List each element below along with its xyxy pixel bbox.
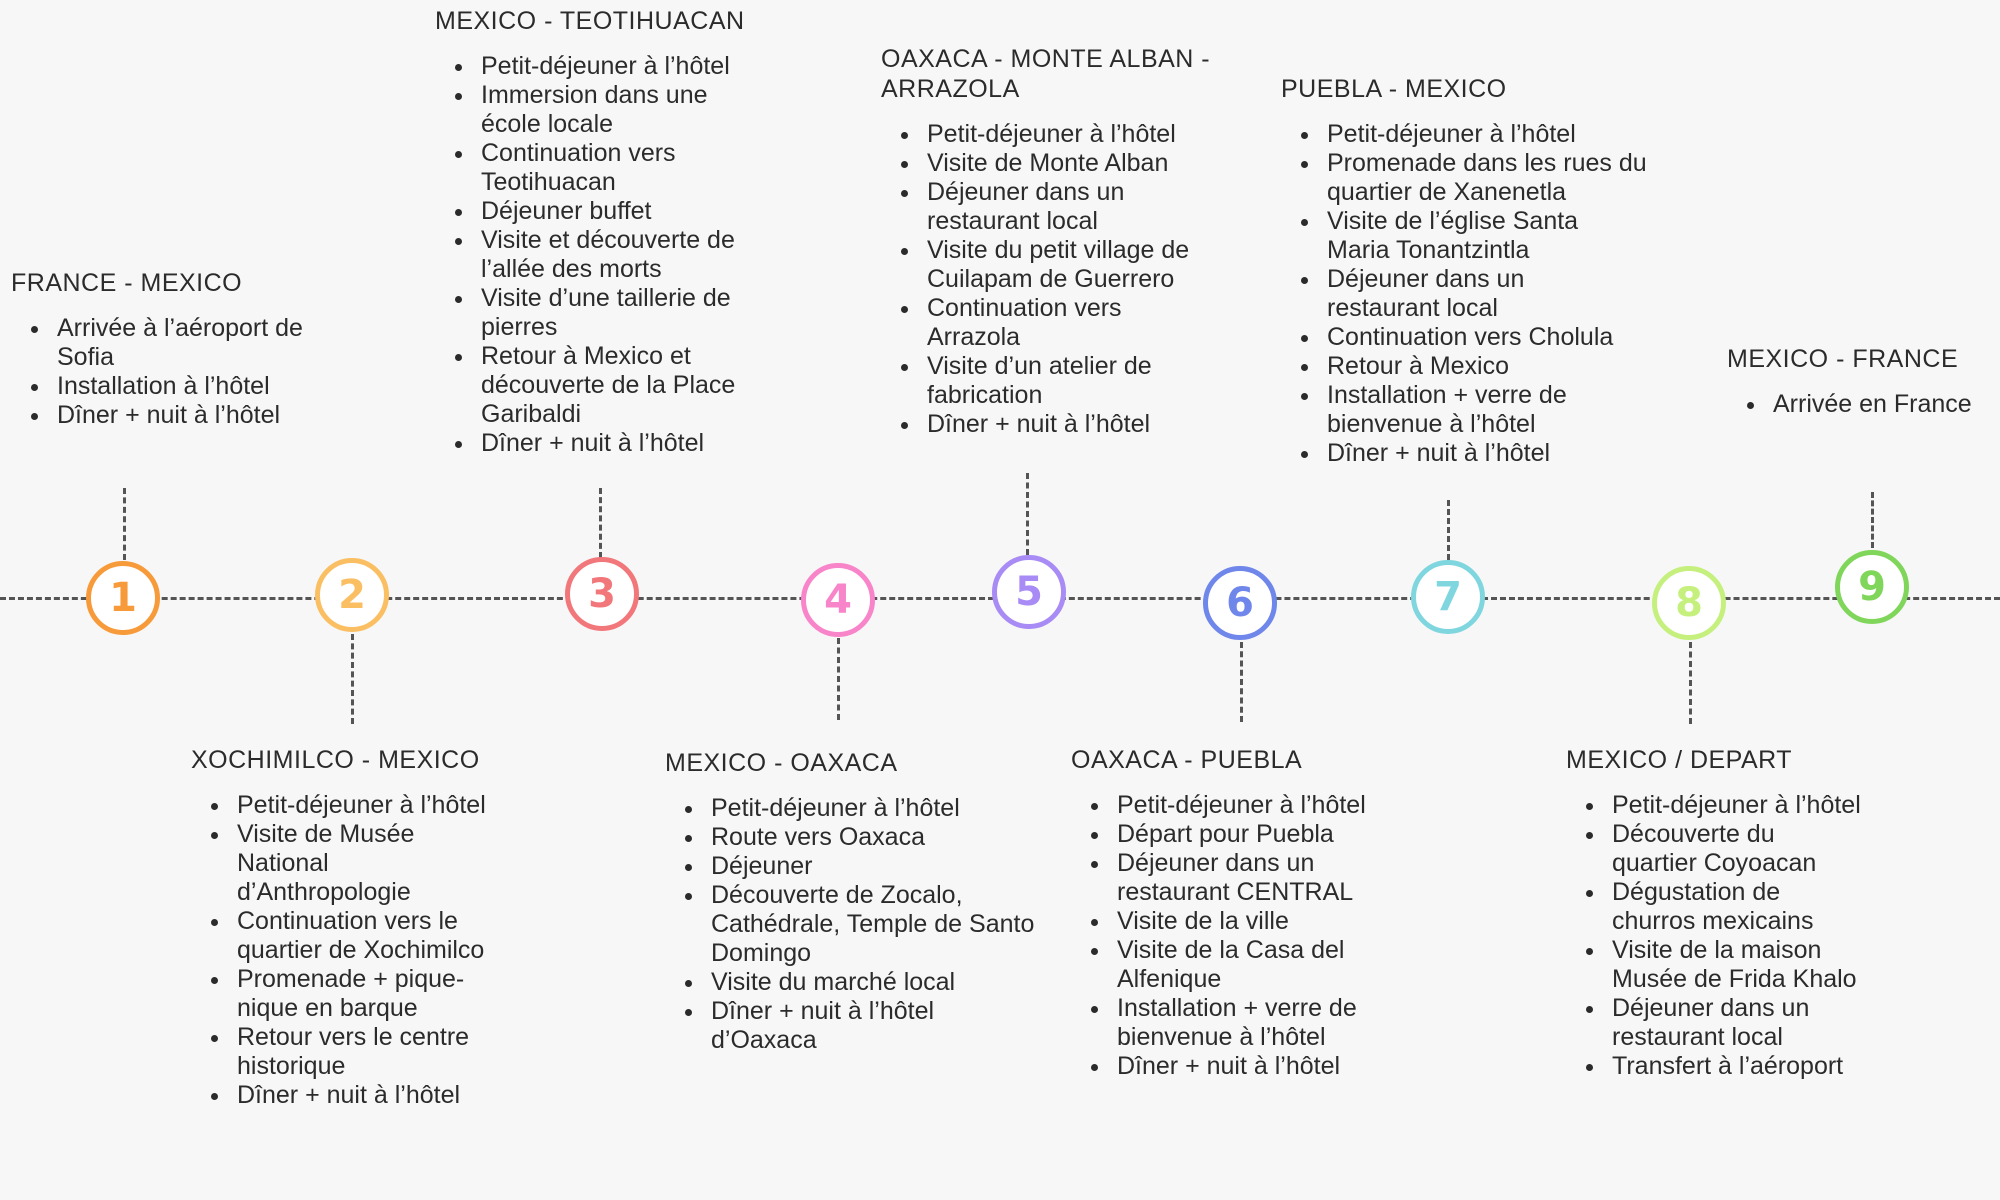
day-6-title: OAXACA - PUEBLA (1071, 746, 1303, 774)
connector-5 (1026, 473, 1029, 555)
step-number-1: 1 (109, 575, 137, 621)
day-1-title: FRANCE - MEXICO (11, 269, 243, 297)
step-number-5: 5 (1015, 569, 1043, 615)
day-6-block (1071, 745, 1411, 1081)
activity-item: Visite d’une taillerie de pierres (435, 284, 781, 342)
day-9-block (1727, 344, 1995, 419)
activity-item: Découverte du quartier Coyoacan (1566, 820, 1862, 878)
step-node-5 (992, 555, 1066, 629)
activity-item: Départ pour Puebla (1071, 820, 1411, 849)
day-7-activities (1281, 120, 1651, 468)
activity-item: Déjeuner buffet (435, 197, 775, 226)
activity-item: Petit-déjeuner à l’hôtel (1071, 791, 1411, 820)
day-4-block (665, 748, 1035, 1055)
day-2-activities (191, 791, 531, 1110)
day-8-block (1566, 745, 1896, 1081)
step-number-4: 4 (824, 577, 852, 623)
activity-item: Visite du petit village de Cuilapam de Guerrero (881, 236, 1247, 294)
step-node-6 (1203, 566, 1277, 640)
step-number-6: 6 (1226, 580, 1254, 626)
step-number-8: 8 (1675, 580, 1703, 626)
activity-item: Dîner + nuit à l’hôtel (11, 401, 341, 430)
activity-item: Immersion dans une école locale (435, 81, 751, 139)
activity-item: Visite de l’église Santa Maria Tonantzintla (1281, 207, 1627, 265)
step-node-9 (1835, 550, 1909, 624)
day-8-activities (1566, 791, 1896, 1081)
activity-item: Installation à l’hôtel (11, 372, 341, 401)
connector-1 (123, 488, 126, 560)
day-2-block (191, 745, 531, 1110)
activity-item: Dîner + nuit à l’hôtel (1071, 1052, 1411, 1081)
day-1-block (11, 268, 341, 430)
activity-item: Retour à Mexico et découverte de la Place Garibaldi (435, 342, 811, 429)
day-5-block (881, 44, 1241, 439)
connector-9 (1871, 492, 1874, 548)
activity-item: Dégustation de churros mexicains (1566, 878, 1862, 936)
step-node-8 (1652, 566, 1726, 640)
activity-item: Dîner + nuit à l’hôtel (435, 429, 775, 458)
day-5-title: OAXACA - MONTE ALBAN - ARRAZOLA (881, 45, 1211, 103)
activity-item: Découverte de Zocalo, Cathédrale, Temple de Santo Domingo (665, 881, 1041, 968)
connector-4 (837, 638, 840, 720)
activity-item: Installation + verre de bienvenue à l’hôtel (1071, 994, 1407, 1052)
activity-item: Promenade + pique-nique en barque (191, 965, 497, 1023)
activity-item: Continuation vers Teotihuacan (435, 139, 741, 197)
activity-item: Retour à Mexico (1281, 352, 1651, 381)
activity-item: Visite et découverte de l’allée des morts (435, 226, 791, 284)
connector-2 (351, 634, 354, 724)
day-4-title: MEXICO - OAXACA (665, 749, 898, 777)
step-node-7 (1411, 560, 1485, 634)
activity-item: Arrivée à l’aéroport de Sofia (11, 314, 341, 372)
activity-item: Déjeuner dans un restaurant local (1281, 265, 1597, 323)
day-6-activities (1071, 791, 1411, 1081)
activity-item: Continuation vers le quartier de Xochimilco (191, 907, 531, 965)
activity-item: Petit-déjeuner à l’hôtel (1281, 120, 1651, 149)
activity-item: Promenade dans les rues du quartier de Xanenetla (1281, 149, 1667, 207)
activity-item: Petit-déjeuner à l’hôtel (665, 794, 1005, 823)
activity-item: Visite du marché local (665, 968, 1005, 997)
activity-item: Déjeuner dans un restaurant local (1566, 994, 1882, 1052)
activity-item: Déjeuner dans un restaurant local (881, 178, 1197, 236)
step-node-3 (565, 557, 639, 631)
step-node-2 (315, 558, 389, 632)
activity-item: Dîner + nuit à l’hôtel (1281, 439, 1651, 468)
connector-8 (1689, 642, 1692, 724)
step-number-7: 7 (1434, 574, 1462, 620)
day-3-activities (435, 52, 775, 458)
activity-item: Dîner + nuit à l’hôtel (191, 1081, 531, 1110)
day-4-activities (665, 794, 1035, 1055)
activity-item: Visite de la maison Musée de Frida Khalo (1566, 936, 1902, 994)
activity-item: Installation + verre de bienvenue à l’hôtel (1281, 381, 1617, 439)
day-2-title: XOCHIMILCO - MEXICO (191, 746, 480, 774)
day-3-title: MEXICO - TEOTIHUACAN (435, 7, 745, 35)
activity-item: Petit-déjeuner à l’hôtel (881, 120, 1241, 149)
step-number-9: 9 (1858, 564, 1886, 610)
activity-item: Déjeuner dans un restaurant CENTRAL (1071, 849, 1407, 907)
day-7-block (1281, 74, 1651, 468)
activity-item: Retour vers le centre historique (191, 1023, 527, 1081)
activity-item: Visite de Monte Alban (881, 149, 1241, 178)
activity-item: Petit-déjeuner à l’hôtel (1566, 791, 1896, 820)
activity-item: Petit-déjeuner à l’hôtel (435, 52, 775, 81)
activity-item: Visite de Musée National d’Anthropologie (191, 820, 437, 907)
day-9-title: MEXICO - FRANCE (1727, 345, 1959, 373)
step-number-3: 3 (588, 571, 616, 617)
step-node-1 (86, 561, 160, 635)
activity-item: Dîner + nuit à l’hôtel (881, 410, 1241, 439)
day-1-activities (11, 314, 341, 430)
step-number-2: 2 (338, 572, 366, 618)
day-7-title: PUEBLA - MEXICO (1281, 75, 1507, 103)
day-3-block (435, 6, 775, 458)
day-9-activities (1727, 390, 1995, 419)
activity-item: Continuation vers Cholula (1281, 323, 1651, 352)
activity-item: Dîner + nuit à l’hôtel d’Oaxaca (665, 997, 1011, 1055)
connector-6 (1240, 642, 1243, 722)
activity-item: Déjeuner (665, 852, 1005, 881)
day-8-title: MEXICO / DEPART (1566, 746, 1793, 774)
step-node-4 (801, 563, 875, 637)
activity-item: Route vers Oaxaca (665, 823, 1005, 852)
activity-item: Visite d’un atelier de fabrication (881, 352, 1207, 410)
activity-item: Visite de la ville (1071, 907, 1411, 936)
connector-7 (1447, 500, 1450, 560)
activity-item: Continuation vers Arrazola (881, 294, 1187, 352)
activity-item: Arrivée en France (1727, 390, 1995, 419)
activity-item: Petit-déjeuner à l’hôtel (191, 791, 531, 820)
activity-item: Transfert à l’aéroport (1566, 1052, 1896, 1081)
connector-3 (599, 488, 602, 558)
activity-item: Visite de la Casa del Alfenique (1071, 936, 1387, 994)
day-5-activities (881, 120, 1241, 439)
